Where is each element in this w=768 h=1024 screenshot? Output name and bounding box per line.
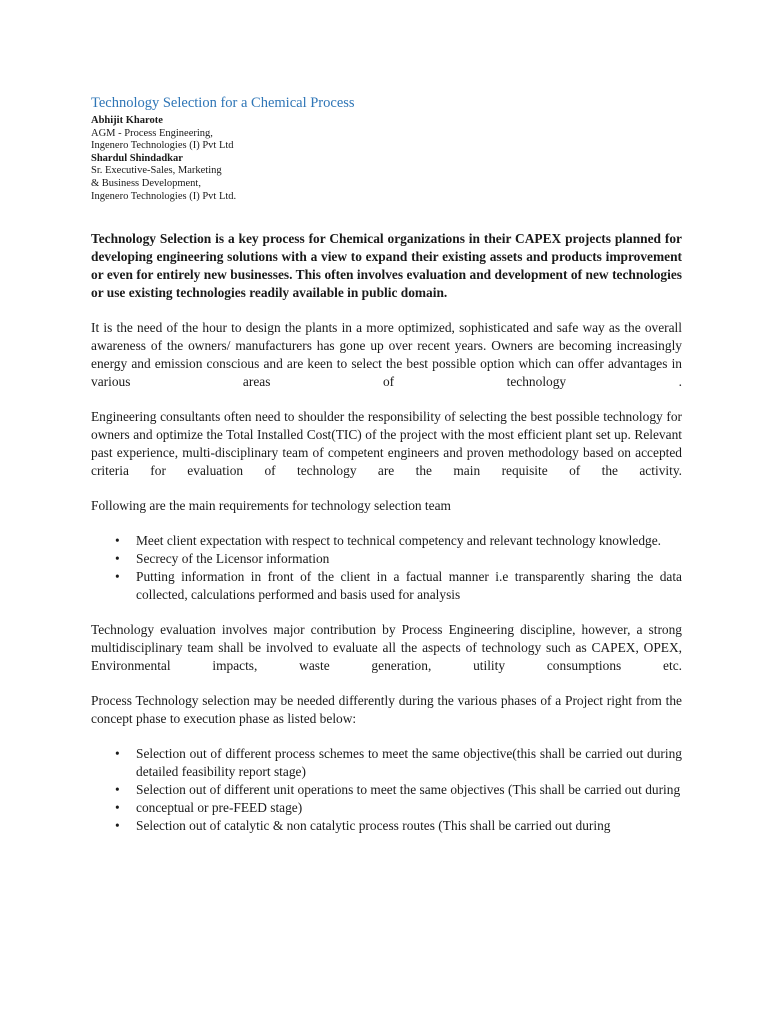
author-name: Abhijit Kharote (91, 115, 163, 126)
author-name: Shardul Shindadkar (91, 152, 183, 164)
author-block (91, 115, 682, 203)
body-paragraph: Engineering consultants often need to shoulder the responsibility of selecting the best possible technology for owners and optimize the Total Installed Cost(TIC) of the project with the most efficient plant set up. Relevant past experience, multi-disciplinary team of competent engineers and proven methodology based on accepted criteria for evaluation of technology are the main requisite of the activity. (91, 409, 682, 479)
list-item-text: Selection out of different process schemes to meet the same objective(this shall be carried out during detailed feasibility report stage) (136, 746, 682, 780)
abstract-paragraph: Technology Selection is a key process for Chemical organizations in their CAPEX projects planned for developing engineering solutions with a view to expand their existing assets and products improvement or even for entirely new businesses. This often involves evaluation and development of new technologies or use existing technologies readily available in public domain. (91, 231, 682, 301)
requirements-list (91, 532, 682, 604)
bullet-icon: • (115, 746, 120, 762)
body-paragraph: Technology evaluation involves major contribution by Process Engineering discipline, however, a strong multidisciplinary team shall be involved to evaluate all the aspects of technology such as CAPEX, OPEX, Environmental impacts, waste generation, utility consumptions etc. (91, 622, 682, 674)
list-item (91, 799, 682, 817)
list-item (91, 568, 682, 604)
list-item (91, 745, 682, 781)
list-item-text: conceptual or pre-FEED stage) (136, 800, 303, 816)
author-affiliation-line: Ingenero Technologies (I) Pvt Ltd (91, 140, 234, 152)
bullet-icon: • (115, 569, 120, 585)
bullet-icon: • (115, 818, 120, 834)
list-item-text: Selection out of different unit operations to meet the same objectives (This shall be carried out during (136, 782, 681, 798)
body-paragraph: Process Technology selection may be needed differently during the various phases of a Project right from the concept phase to execution phase as listed below: (91, 693, 682, 727)
author-affiliation-line: AGM - Process Engineering, (91, 127, 213, 139)
list-item (91, 550, 682, 568)
list-item-text: Putting information in front of the client in a factual manner i.e transparently sharing the data collected, calculations performed and basis used for analysis (136, 569, 682, 603)
author-affiliation-line: Ingenero Technologies (I) Pvt Ltd. (91, 190, 237, 202)
list-item (91, 532, 682, 550)
list-item-text: Selection out of catalytic & non catalytic process routes (This shall be carried out during (136, 818, 611, 834)
bullet-icon: • (115, 800, 120, 816)
bullet-icon: • (115, 551, 120, 567)
document-body (91, 94, 682, 835)
body-paragraph: It is the need of the hour to design the plants in a more optimized, sophisticated and safe way as the overall awareness of the owners/ manufacturers has gone up over recent years. Owners are becoming increasingly energy and emission conscious and are keen to select the best possible option which can offer advantages in various areas of technology . (91, 320, 682, 390)
list-item-text: Meet client expectation with respect to technical competency and relevant technology knowledge. (136, 533, 662, 549)
author-affiliation-line: & Business Development, (91, 177, 201, 189)
bullet-icon: • (115, 533, 120, 549)
list-item (91, 781, 682, 799)
bullet-icon: • (115, 782, 120, 798)
document-title: Technology Selection for a Chemical Process (91, 95, 355, 111)
phases-list (91, 745, 682, 835)
list-item (91, 817, 682, 835)
author-affiliation-line: Sr. Executive-Sales, Marketing (91, 165, 222, 177)
list-item-text: Secrecy of the Licensor information (136, 551, 330, 567)
body-paragraph: Following are the main requirements for technology selection team (91, 498, 451, 514)
